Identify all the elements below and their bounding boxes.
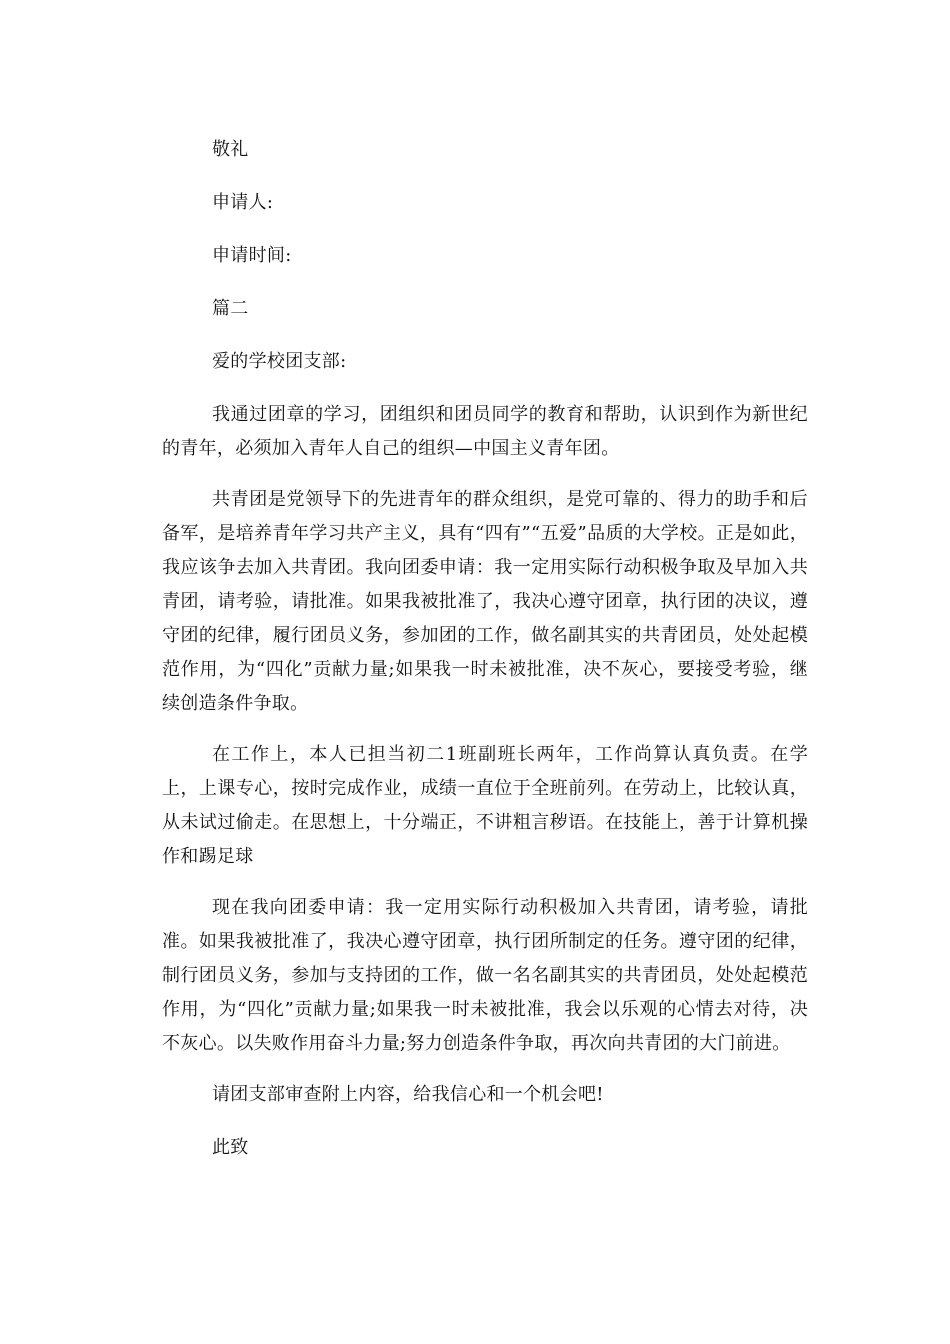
- section-heading: 篇二: [212, 298, 249, 319]
- salutation: 爱的学校团支部:: [212, 351, 347, 372]
- body-paragraph-commitment: 现在我向团委申请：我一定用实际行动积极加入共青团，请考验，请批准。如果我被批准了，我决心遵守团章，执行团所制定的任务。遵守团的纪律，制行团员义务，参加与支持团的工作，做一名名副其实的共青团员，处处起模范作用，为“四化”贡献力量;如果我一时未被批准，我会以乐观的心情去对待，决不灰心。以失败作用奋斗力量;努力创造条件争取，再次向共青团的大门前进。: [162, 897, 808, 1054]
- closing-salute: 敬礼: [212, 139, 249, 160]
- applicant-line: 申请人:: [212, 192, 274, 213]
- request-line: 请团支部审查附上内容，给我信心和一个机会吧!: [212, 1084, 604, 1105]
- document-body: [162, 133, 808, 1184]
- body-paragraph-intro: 我通过团章的学习，团组织和团员同学的教育和帮助，认识到作为新世纪的青年，必须加入青年人自己的组织—中国主义青年团。: [162, 404, 808, 459]
- body-paragraph-performance: 在工作上，本人已担当初二1班副班长两年，工作尚算认真负责。在学上，上课专心，按时完成作业，成绩一直位于全班前列。在劳动上，比较认真，从未试过偷走。在思想上，十分端正，不讲粗言秽语。在技能上，善于计算机操作和踢足球: [162, 744, 808, 867]
- closing-phrase: 此致: [212, 1137, 249, 1158]
- application-date-line: 申请时间:: [212, 245, 292, 266]
- body-paragraph-motivation: 共青团是党领导下的先进青年的群众组织，是党可靠的、得力的助手和后备军，是培养青年学习共产主义，具有“四有”“五爱”品质的大学校。正是如此，我应该争去加入共青团。我向团委申请：我一定用实际行动积极争取及早加入共青团，请考验，请批准。如果我被批准了，我决心遵守团章，执行团的决议，遵守团的纪律，履行团员义务，参加团的工作，做名副其实的共青团员，处处起模范作用，为“四化”贡献力量;如果我一时未被批准，决不灰心，要接受考验，继续创造条件争取。: [162, 489, 808, 714]
